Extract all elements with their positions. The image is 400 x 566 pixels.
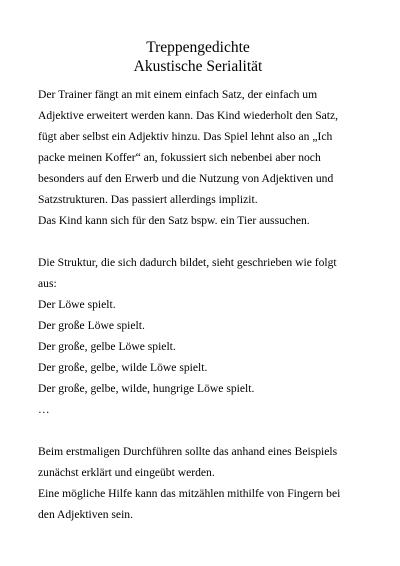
intro-paragraph: [38, 84, 358, 231]
spacer: [38, 231, 358, 252]
example-sentence: Der große, gelbe, wilde, hungrige Löwe spielt.: [38, 382, 255, 395]
closing-line: Beim erstmaligen Durchführen sollte das anhand eines Beispiels: [38, 445, 338, 458]
title-line-1: Treppengedichte: [146, 39, 250, 56]
ellipsis: …: [38, 403, 50, 416]
intro-line: Satzstrukturen. Das passiert allerdings implizit.: [38, 193, 258, 206]
example-sentence: Der Löwe spielt.: [38, 298, 116, 311]
structure-line: Die Struktur, die sich dadurch bildet, sieht geschrieben wie folgt: [38, 256, 337, 269]
closing-section: [38, 441, 358, 525]
intro-line: packe meinen Koffer“ an, fokussiert sich nebenbei aber noch: [38, 151, 321, 164]
title-line-2: Akustische Serialität: [133, 58, 263, 75]
intro-line: fügt aber selbst ein Adjektiv hinzu. Das Spiel lehnt also an „Ich: [38, 130, 333, 143]
intro-line: Adjektive erweitert werden kann. Das Kind wiederholt den Satz,: [38, 109, 339, 122]
closing-line: zunächst erklärt und eingeübt werden.: [38, 466, 215, 479]
intro-line: besonders auf den Erwerb und die Nutzung von Adjektiven und: [38, 172, 334, 185]
example-sentence: Der große Löwe spielt.: [38, 319, 145, 332]
structure-line: aus:: [38, 277, 57, 290]
spacer: [38, 420, 358, 441]
structure-section: [38, 252, 358, 420]
help-line: den Adjektiven sein.: [38, 508, 133, 521]
example-sentence: Der große, gelbe, wilde Löwe spielt.: [38, 361, 208, 374]
example-sentence: Der große, gelbe Löwe spielt.: [38, 340, 176, 353]
help-line: Eine mögliche Hilfe kann das mitzählen mithilfe von Fingern bei: [38, 487, 341, 500]
document-title: [38, 38, 358, 76]
intro-line: Der Trainer fängt an mit einem einfach Satz, der einfach um: [38, 88, 318, 101]
animal-note: Das Kind kann sich für den Satz bspw. ein Tier aussuchen.: [38, 214, 310, 227]
